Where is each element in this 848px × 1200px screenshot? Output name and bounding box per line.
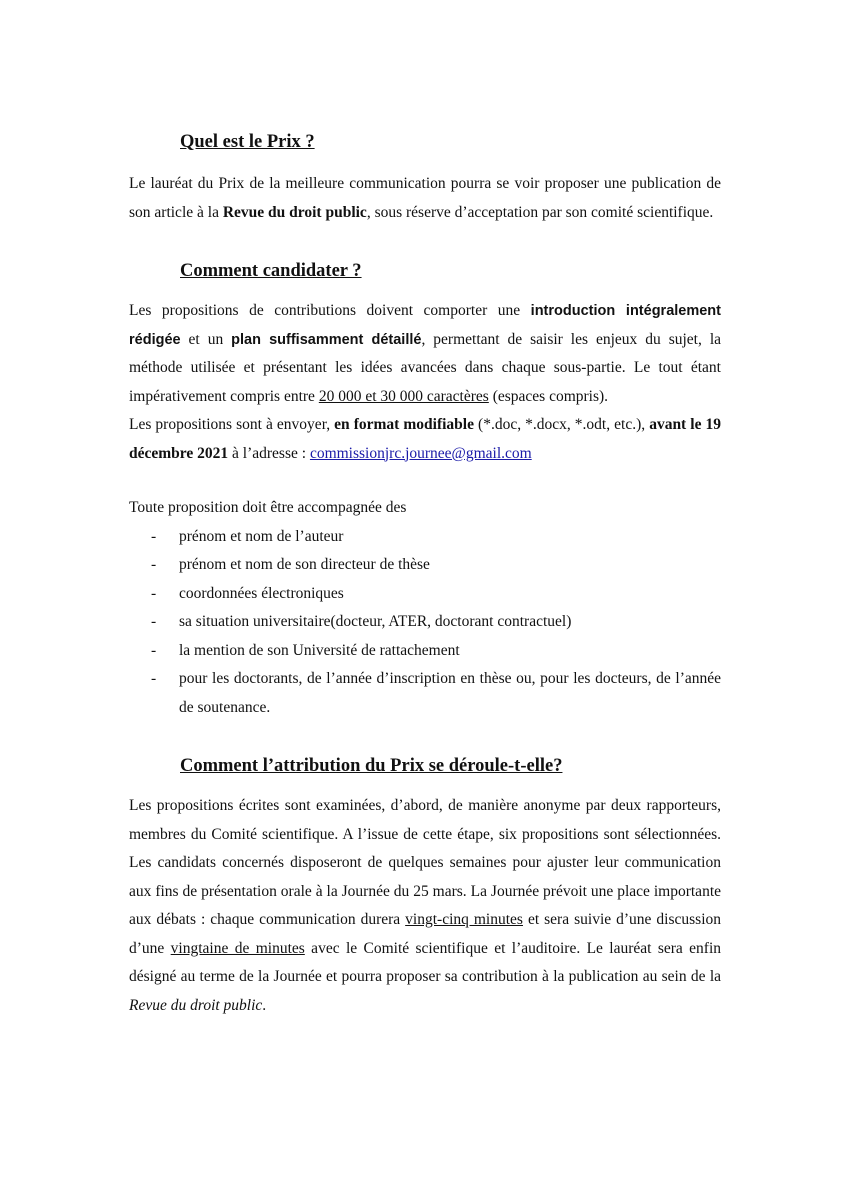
- candidater-send-c: (*.doc, *.docx, *.odt, etc.),: [473, 416, 650, 433]
- attribution-revue-title: Revue du droit public: [129, 996, 263, 1014]
- email-link[interactable]: commissionjrc.journee@gmail.com: [309, 444, 532, 462]
- prix-text-a: Le lauréat du Prix de la meilleure communication pourra se voir proposer une publication de son article à la: [129, 175, 721, 221]
- bullet-dash: -: [151, 527, 157, 545]
- heading-attribution: Comment l’attribution du Prix se déroule-t-elle?: [180, 756, 563, 776]
- list-item-text: coordonnées électroniques: [179, 584, 344, 602]
- candidater-characters: 20 000 et 30 000 caractères: [318, 387, 489, 405]
- candidater-text-a: Les propositions de contributions doivent comporter une: [129, 302, 531, 319]
- candidater-deadline-bold: avant le 19 décembre 2021: [129, 416, 721, 462]
- bullet-dash: -: [151, 613, 157, 630]
- candidater-send-e: à l’adresse :: [228, 444, 310, 462]
- candidater-text-g: (espaces compris).: [488, 387, 609, 405]
- candidater-text-e: , permettant de saisir les enjeux du sujet, la méthode utilisée et présentant les idées avancées dans chaque sous-partie. Le tout étant impérativement compris entre: [129, 330, 722, 405]
- list-item: [129, 665, 721, 722]
- list-item: [129, 551, 721, 580]
- list-item: [129, 637, 721, 666]
- prix-revue-title: Revue du droit public: [222, 203, 367, 221]
- requirements-list: [129, 523, 721, 723]
- attribution-duration-1: vingt-cinq minutes: [405, 911, 523, 928]
- heading-candidater: Comment candidater ?: [180, 261, 362, 281]
- list-item-text: prénom et nom de son directeur de thèse: [179, 556, 430, 573]
- heading-prix: Quel est le Prix ?: [180, 132, 315, 152]
- attribution-paragraph: [129, 792, 721, 1020]
- candidater-intro-bold: introduction intégralement rédigée: [129, 303, 721, 348]
- list-item-text: pour les doctorants, de l’année d’inscription en thèse ou, pour les docteurs, de l’année de soutenance.: [179, 670, 721, 716]
- candidater-paragraph-2: [129, 411, 721, 468]
- list-item: [129, 608, 721, 637]
- bullet-dash: -: [151, 584, 157, 602]
- candidater-paragraph-1: [129, 297, 721, 411]
- list-intro: Toute proposition doit être accompagnée des: [129, 499, 407, 516]
- prix-text-c: , sous réserve d’acceptation par son comité scientifique.: [366, 203, 714, 221]
- candidater-send-a: Les propositions sont à envoyer,: [129, 416, 335, 433]
- page-content: [129, 0, 721, 1020]
- attribution-text-c: et sera suivie d’une discussion d’une: [129, 911, 721, 957]
- attribution-text-a: Les propositions écrites sont examinées, d’abord, de manière anonyme par deux rapporteurs, membres du Comité scientifique. A l’issue de cette étape, six propositions sont sélectionnées. Les candidats concernés disposeront de quelques semaines pour ajuster leur communication aux fins de présentation orale à la Journée du 25 mars. La Journée prévoit une place importante aux débats : chaque communication durera: [129, 797, 721, 928]
- list-item-text: sa situation universitaire(docteur, ATER, doctorant contractuel): [179, 613, 572, 630]
- list-item: [129, 580, 721, 609]
- bullet-dash: -: [151, 556, 157, 573]
- candidater-format-bold: en format modifiable: [334, 416, 474, 433]
- bullet-dash: -: [151, 670, 157, 687]
- list-item-text: la mention de son Université de rattachement: [179, 641, 460, 659]
- attribution-text-e: avec le Comité scientifique et l’auditoire. Le lauréat sera enfin désigné au terme de la Journée et pourra proposer sa contribution à la publication au sein de la: [129, 939, 722, 985]
- candidater-plan-bold: plan suffisamment détaillé: [231, 331, 422, 348]
- attribution-text-g: .: [262, 996, 267, 1014]
- attribution-duration-2: vingtaine de minutes: [170, 939, 305, 957]
- list-item-text: prénom et nom de l’auteur: [179, 527, 344, 545]
- prix-paragraph: [129, 170, 721, 227]
- candidater-text-c: et un: [180, 330, 232, 348]
- list-item: [129, 523, 721, 552]
- bullet-dash: -: [151, 641, 157, 659]
